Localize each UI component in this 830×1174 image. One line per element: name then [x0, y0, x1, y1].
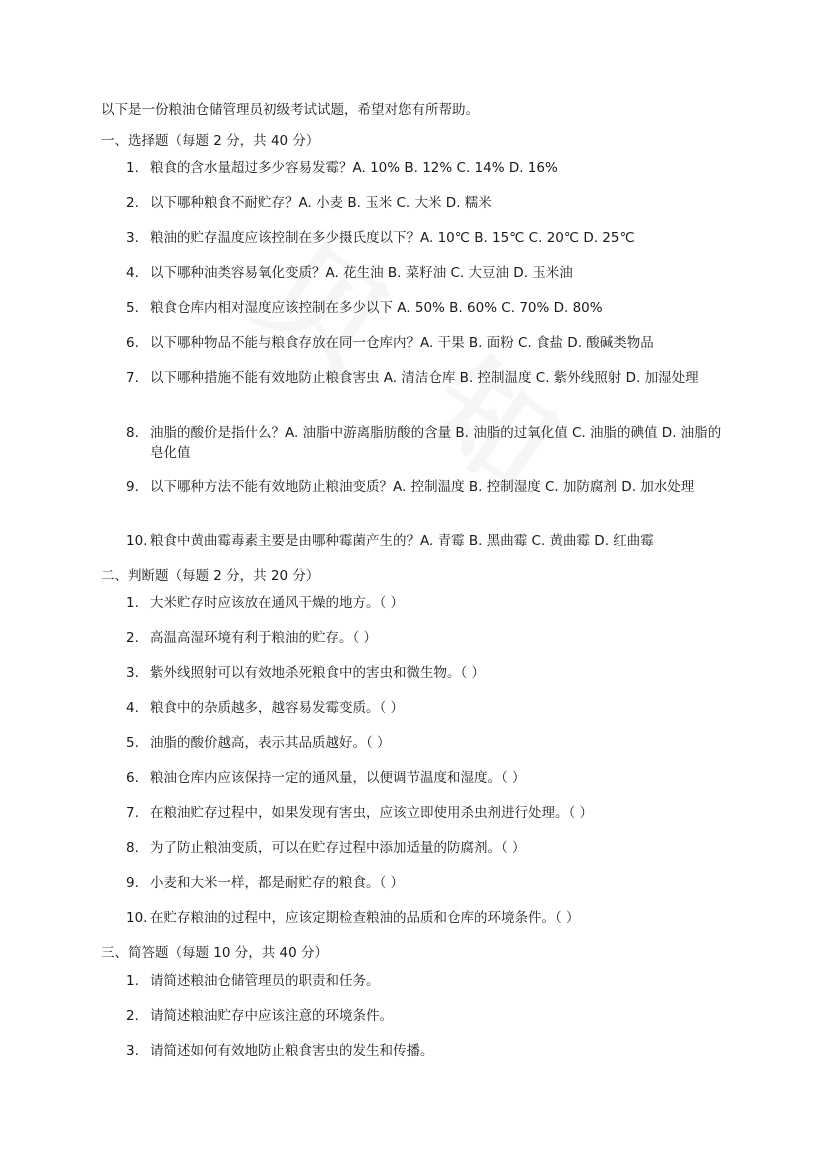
s2-question-10: 10. 在贮存粮油的过程中，应该定期检查粮油的品质和仓库的环境条件。（ ） [126, 910, 580, 926]
s2-question-9: 9. 小麦和大米一样，都是耐贮存的粮食。（ ） [126, 875, 405, 891]
s2-question-5: 5. 油脂的酸价越高，表示其品质越好。（ ） [126, 735, 391, 751]
s1-question-1: 1. 粮食的含水量超过多少容易发霉？A. 10% B. 12% C. 14% D. 16% [126, 160, 558, 176]
s1-question-7: 7. 以下哪种措施不能有效地防止粮食害虫 A. 清洁仓库 B. 控制温度 C. 紫外线照射 D. 加湿处理 [126, 370, 699, 386]
s1-question-4: 4. 以下哪种油类容易氧化变质？A. 花生油 B. 菜籽油 C. 大豆油 D. 玉米油 [126, 265, 573, 281]
section-1-title: 一、选择题（每题 2 分，共 40 分） [101, 133, 320, 149]
s2-question-1: 1. 大米贮存时应该放在通风干燥的地方。（ ） [126, 595, 405, 611]
s1-question-5: 5. 粮食仓库内相对湿度应该控制在多少以下 A. 50% B. 60% C. 70% D. 80% [126, 300, 603, 316]
s1-question-9: 9. 以下哪种方法不能有效地防止粮油变质？A. 控制温度 B. 控制湿度 C. 加防腐剂 D. 加水处理 [126, 479, 695, 495]
s3-question-3: 3. 请简述如何有效地防止粮食害虫的发生和传播。 [126, 1043, 434, 1059]
s2-question-6: 6. 粮油仓库内应该保持一定的通风量，以便调节温度和湿度。（ ） [126, 770, 526, 786]
s2-question-4: 4. 粮食中的杂质越多，越容易发霉变质。（ ） [126, 700, 405, 716]
s3-question-1: 1. 请简述粮油仓储管理员的职责和任务。 [126, 973, 380, 989]
intro-text: 以下是一份粮油仓储管理员初级考试试题，希望对您有所帮助。 [101, 102, 479, 118]
section-2-title: 二、判断题（每题 2 分，共 20 分） [101, 568, 320, 584]
s1-question-10: 10. 粮食中黄曲霉毒素主要是由哪种霉菌产生的？A. 青霉 B. 黑曲霉 C. 黄曲霉 D. 红曲霉 [126, 533, 654, 549]
s1-question-3: 3. 粮油的贮存温度应该控制在多少摄氏度以下？A. 10℃ B. 15℃ C. 20℃ D. 25℃ [126, 230, 635, 246]
s2-question-3: 3. 紫外线照射可以有效地杀死粮食中的害虫和微生物。（ ） [126, 665, 486, 681]
s2-question-2: 2. 高温高湿环境有利于粮油的贮存。（ ） [126, 630, 378, 646]
s1-question-6: 6. 以下哪种物品不能与粮食存放在同一仓库内？A. 干果 B. 面粉 C. 食盐 D. 酸碱类物品 [126, 335, 654, 351]
section-3-title: 三、简答题（每题 10 分，共 40 分） [101, 945, 329, 961]
s1-question-8: 8. 油脂的酸价是指什么？A. 油脂中游离脂肪酸的含量 B. 油脂的过氧化值 C. 油脂的碘值 D. 油脂的皂化值 [126, 425, 722, 461]
s3-question-2: 2. 请简述粮油贮存中应该注意的环境条件。 [126, 1008, 393, 1024]
s2-question-7: 7. 在粮油贮存过程中，如果发现有害虫，应该立即使用杀虫剂进行处理。（ ） [126, 805, 594, 821]
s2-question-8: 8. 为了防止粮油变质，可以在贮存过程中添加适量的防腐剂。（ ） [126, 840, 526, 856]
s1-question-2: 2. 以下哪种粮食不耐贮存？A. 小麦 B. 玉米 C. 大米 D. 糯米 [126, 195, 492, 211]
